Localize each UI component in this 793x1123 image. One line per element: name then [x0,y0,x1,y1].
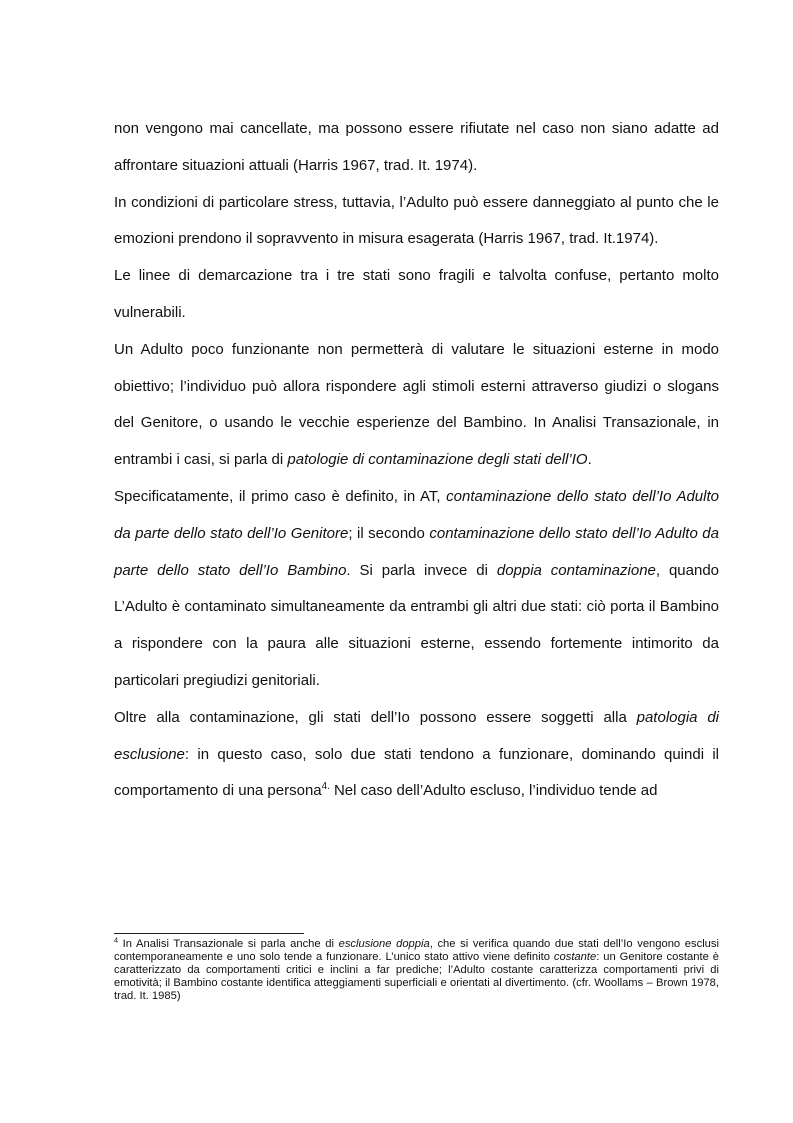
text-run: In condizioni di particolare stress, tuttavia, l’Adulto può essere danneggiato al punto che le emozioni prendono il sopravvento in misura esagerata (Harris 1967, trad. It.1974). [114,193,719,248]
footnote-marker: 4. [321,781,330,793]
body-text [114,111,719,810]
text-run: Nel caso dell’Adulto escluso, l’individuo tende ad [329,782,658,800]
paragraph [114,258,719,332]
text-run: Specificatamente, il primo caso è definito, in AT, [114,487,447,505]
italic-text-run: patologie di contaminazione degli stati dell’IO [287,451,588,469]
italic-text-run: contaminazione dello stato dell’Io Adulto da parte dello stato dell’Io Bambino [114,524,719,579]
text-run: . [587,451,592,469]
paragraph [114,700,719,810]
text-run: Un Adulto poco funzionante non permetterà di valutare le situazioni esterne in modo obiettivo; l’individuo può allora rispondere agli stimoli esterni attraverso giudizi o slogans del Genitore, o usando le vecchie esperienze del Bambino. In Analisi Transazionale, in entrambi i casi, si parla di [114,340,719,469]
italic-text-run: costante [553,950,597,963]
text-run: non vengono mai cancellate, ma possono essere rifiutate nel caso non siano adatte ad affrontare situazioni attuali (Harris 1967, trad. It. 1974). [114,120,719,174]
text-run: , che si verifica quando due stati dell’Io vengono esclusi contemporaneamente e uno solo tende a funzionare. L’unico stato attivo viene definito [114,938,719,963]
text-run: ; il secondo [348,524,430,542]
italic-text-run: contaminazione dello stato dell’Io Adulto da parte dello stato dell’Io Genitore [114,487,719,542]
italic-text-run: doppia contaminazione [496,561,656,579]
italic-text-run: esclusione doppia [338,938,430,950]
paragraph [114,111,719,185]
text-run: , quando L’Adulto è contaminato simultaneamente da entrambi gli altri due stati: ciò porta il Bambino a rispondere con la paura alle situazioni esterne, essendo fortemente intimorito da particolari pregiudizi genitoriali. [114,561,720,689]
paragraph [114,479,719,700]
text-run: Oltre alla contaminazione, gli stati dell’Io possono essere soggetti alla [114,708,637,726]
footnote-number: 4 [114,935,119,945]
footnote-separator [114,933,304,934]
text-run: : in questo caso, solo due stati tendono a funzionare, dominando quindi il comportamento di una persona [114,745,719,800]
text-run: : un Genitore costante è caratterizzato da comportamenti critici e inclini a far prediche; l’Adulto costante caratterizza comportamenti privi di emotività; il Bambino costante identifica atteggiamenti superficiali e orientati al divertimento. (cfr. Woollams – Brown 1978, trad. It. 1985) [114,950,719,1002]
text-run: Le linee di demarcazione tra i tre stati sono fragili e talvolta confuse, pertanto molto vulnerabili. [114,267,719,321]
paragraph [114,332,719,479]
text-run: . Si parla invece di [346,561,497,579]
paragraph [114,185,719,259]
text-run: In Analisi Transazionale si parla anche di [118,938,339,950]
italic-text-run: patologia di esclusione [114,708,720,763]
footnote [114,935,719,1003]
